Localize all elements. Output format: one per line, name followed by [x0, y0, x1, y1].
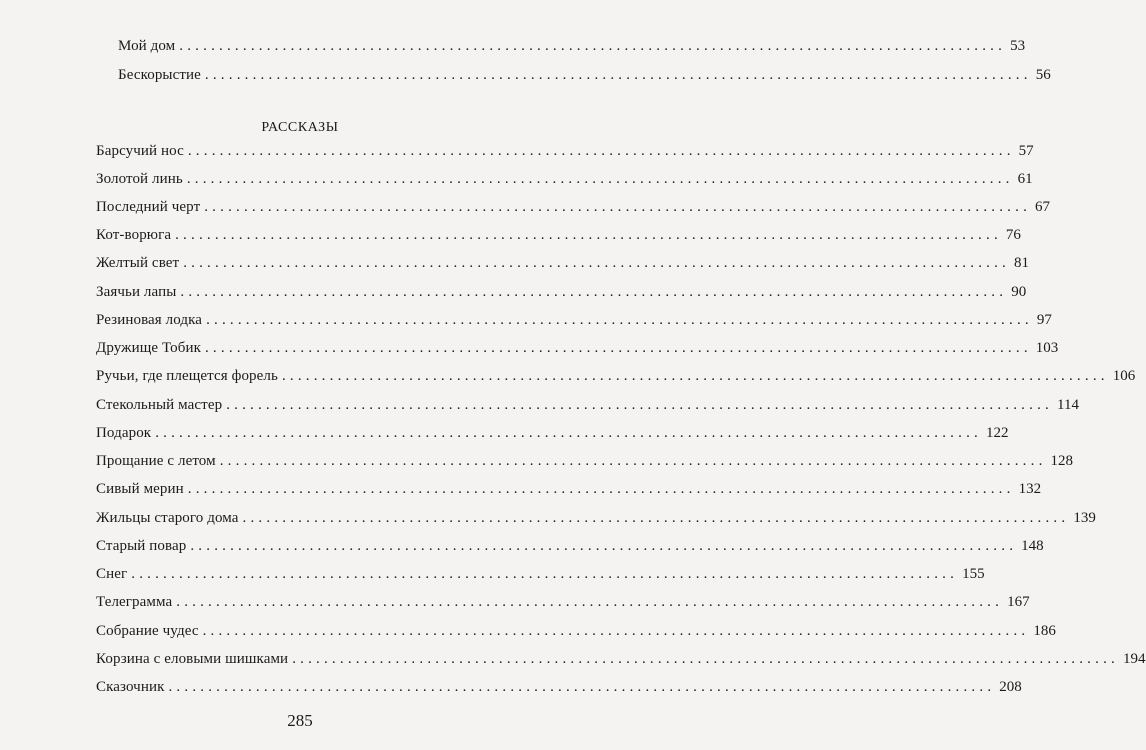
toc-leader-dots: ........................................................................................................	[183, 255, 1011, 271]
toc-leader-dots: ........................................................................................................	[175, 227, 1002, 243]
toc-entry	[96, 225, 1021, 245]
toc-entry-title: Старый повар	[96, 538, 187, 554]
toc-entry-title: Золотой линь	[96, 171, 183, 187]
toc-leader-dots: ........................................................................................................	[281, 368, 1109, 384]
toc-entry	[96, 649, 1146, 669]
toc-entry-title: Стекольный мастер	[96, 397, 223, 413]
toc-entry-page: 90	[1011, 284, 1027, 300]
toc-entry-title: Телеграмма	[96, 594, 173, 610]
toc-entry-page: 56	[1035, 67, 1051, 83]
toc-leader-dots: ........................................................................................................	[206, 312, 1033, 328]
toc-leader-dots: ........................................................................................................	[176, 594, 1004, 610]
toc-entry-page: 103	[1035, 340, 1059, 356]
toc-entry-title: Ручьи, где плещется форель	[96, 368, 278, 384]
toc-entry-page: 57	[1018, 143, 1034, 159]
toc-entry-page: 67	[1035, 199, 1051, 215]
toc-entry-page: 208	[999, 679, 1022, 695]
toc-leader-dots: ........................................................................................................	[187, 481, 1015, 497]
toc-leader-dots: ........................................................................................................	[190, 538, 1018, 554]
toc-entry	[118, 36, 1026, 56]
toc-entry-page: 97	[1036, 312, 1052, 328]
toc-entry-page: 81	[1014, 255, 1030, 271]
toc-entry	[96, 366, 1136, 386]
toc-leader-dots: ........................................................................................................	[187, 143, 1015, 159]
toc-entry-page: 76	[1005, 227, 1021, 243]
toc-entry-page: 128	[1050, 453, 1074, 469]
toc-entry-page: 167	[1007, 594, 1030, 610]
toc-leader-dots: ........................................................................................................	[131, 566, 959, 582]
toc-entry	[96, 253, 1030, 273]
toc-entry	[96, 451, 1074, 471]
toc-entry-title: Мой дом	[118, 38, 176, 54]
toc-entry-title: Желтый свет	[96, 255, 180, 271]
toc-entry-title: Жильцы старого дома	[96, 510, 239, 526]
toc-entry-page: 122	[986, 425, 1009, 441]
toc-entry-title: Резиновая лодка	[96, 312, 203, 328]
toc-entry-page: 194	[1123, 651, 1146, 667]
section-heading: РАССКАЗЫ	[261, 120, 339, 135]
toc-entry-title: Сказочник	[96, 679, 165, 695]
toc-entry-title: Заячьи лапы	[96, 284, 177, 300]
toc-entry	[96, 141, 1034, 161]
toc-entry	[96, 197, 1051, 217]
toc-leader-dots: ........................................................................................................	[168, 679, 996, 695]
toc-leader-dots: ........................................................................................................	[204, 340, 1032, 356]
toc-entry	[96, 621, 1056, 641]
toc-entry	[96, 564, 985, 584]
toc-entry	[96, 169, 1033, 189]
toc-entry-page: 132	[1018, 481, 1042, 497]
toc-leader-dots: ........................................................................................................	[202, 623, 1030, 639]
toc-entry-page: 148	[1021, 538, 1044, 554]
page-number: 285	[287, 711, 313, 730]
toc-entry-page: 114	[1057, 397, 1079, 413]
toc-entry	[96, 282, 1027, 302]
toc-entry	[96, 479, 1042, 499]
toc-leader-dots: ........................................................................................................	[292, 651, 1119, 667]
toc-entry-title: Подарок	[96, 425, 152, 441]
toc-leader-dots: ........................................................................................................	[204, 199, 1032, 215]
toc-entry	[96, 395, 1079, 415]
toc-leader-dots: ........................................................................................................	[204, 67, 1032, 83]
toc-entry-title: Последний черт	[96, 199, 201, 215]
toc-entry-page: 61	[1017, 171, 1033, 187]
toc-leader-dots: ........................................................................................................	[242, 510, 1070, 526]
toc-entry	[96, 677, 1022, 697]
toc-leader-dots: ........................................................................................................	[155, 425, 982, 441]
toc-leader-dots: ........................................................................................................	[180, 284, 1008, 300]
toc-entry	[96, 508, 1096, 528]
toc-entry	[96, 310, 1052, 330]
toc-entry	[96, 338, 1059, 358]
toc-entry-title: Собрание чудес	[96, 623, 199, 639]
toc-entry-title: Бескорыстие	[118, 67, 201, 83]
toc-entry-title: Прощание с летом	[96, 453, 216, 469]
toc-entry-title: Снег	[96, 566, 128, 582]
toc-entry-page: 106	[1112, 368, 1136, 384]
toc-entry-page: 155	[962, 566, 985, 582]
toc-entry-title: Сивый мерин	[96, 481, 184, 497]
toc-entry-page: 53	[1010, 38, 1026, 54]
toc-entry-title: Барсучий нос	[96, 143, 184, 159]
toc-entry-page: 186	[1033, 623, 1056, 639]
toc-entry	[118, 65, 1051, 85]
toc-leader-dots: ........................................................................................................	[179, 38, 1007, 54]
toc-leader-dots: ........................................................................................................	[219, 453, 1047, 469]
toc-entry-title: Корзина с еловыми шишками	[96, 651, 289, 667]
toc-entry	[96, 536, 1044, 556]
toc-entry-title: Кот-ворюга	[96, 227, 172, 243]
toc-entry	[96, 592, 1030, 612]
toc-leader-dots: ........................................................................................................	[186, 171, 1014, 187]
toc-entry-page: 139	[1073, 510, 1096, 526]
toc-leader-dots: ........................................................................................................	[226, 397, 1053, 413]
toc-entry-title: Дружище Тобик	[96, 340, 201, 356]
toc-entry	[96, 423, 1009, 443]
